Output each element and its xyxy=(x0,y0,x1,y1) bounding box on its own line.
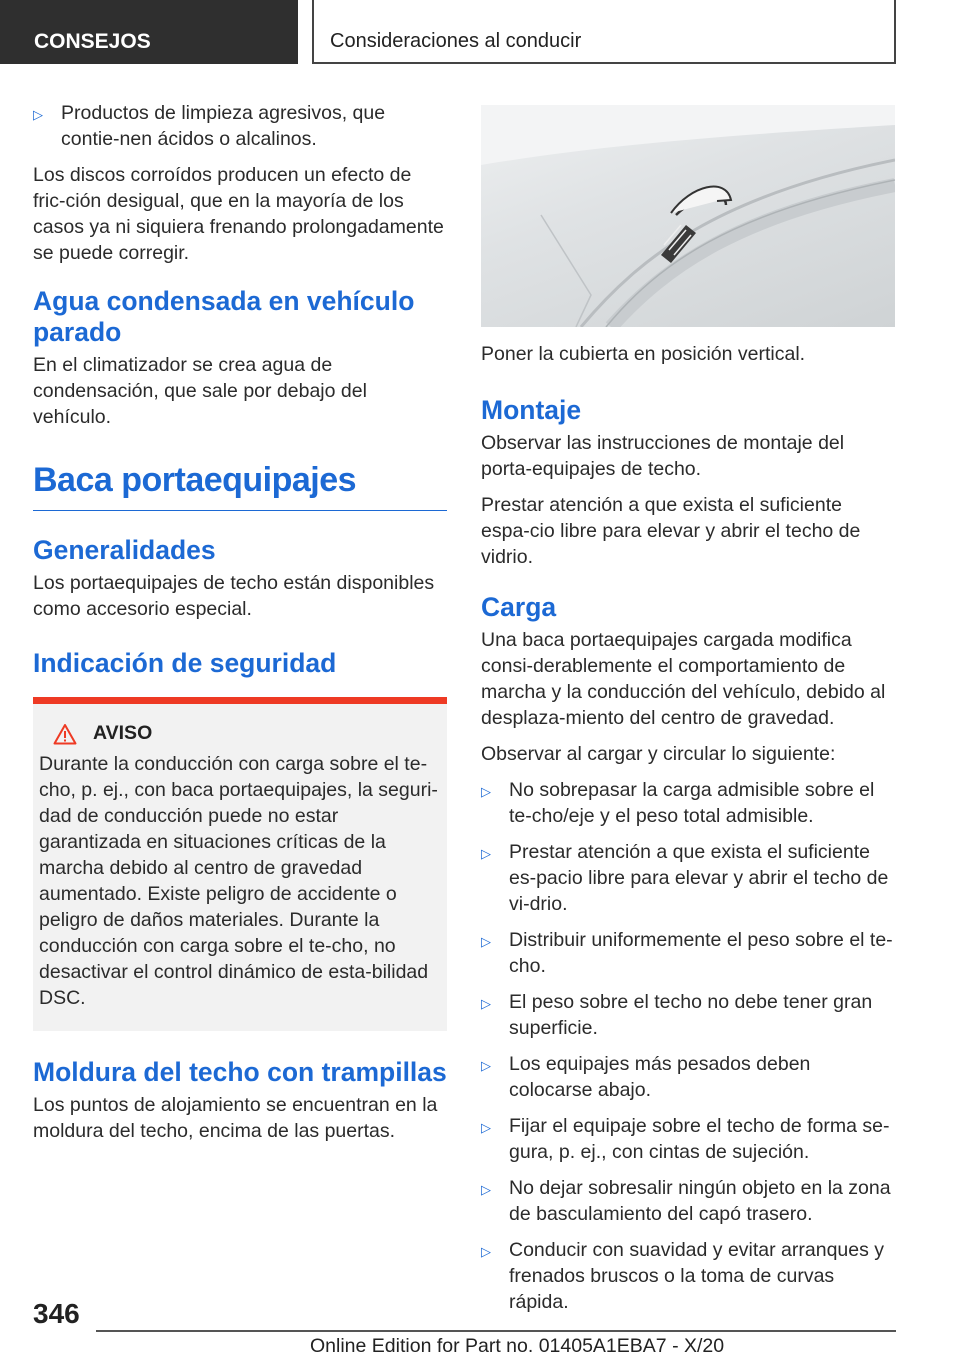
list-item: ▷ No dejar sobresalir ningún objeto en la zona de basculamiento del capó trasero. xyxy=(481,1177,891,1225)
carga-list xyxy=(481,777,895,1315)
list-item: ▷ Conducir con suavidad y evitar arranques y frenados bruscos o la toma de curvas rápida. xyxy=(481,1239,885,1313)
paragraph: En el climatizador se crea agua de condensación, que sale por debajo del vehículo. xyxy=(33,354,367,428)
warning-triangle-icon xyxy=(53,723,77,745)
triangle-bullet-icon: ▷ xyxy=(481,784,491,799)
list-item: ▷ No sobrepasar la carga admisible sobre el te-cho/eje y el peso total admisible. xyxy=(481,779,875,827)
list-item: ▷ Productos de limpieza agresivos, que contie-nen ácidos o alcalinos. xyxy=(33,102,386,150)
section-tab: CONSEJOS xyxy=(0,0,298,64)
list-item: ▷ El peso sobre el techo no debe tener gran superficie. xyxy=(481,991,873,1039)
photo-caption: Poner la cubierta en posición vertical. xyxy=(481,343,806,365)
triangle-bullet-icon: ▷ xyxy=(481,1120,491,1135)
paragraph: Los discos corroídos producen un efecto de fric-ción desigual, que en la mayoría de los casos ya ni siquiera frenando prolongadamente se puede corregir. xyxy=(33,164,444,264)
warning-title: AVISO xyxy=(53,722,441,745)
heading-baca: Baca portaequipajes xyxy=(33,460,447,511)
triangle-bullet-icon: ▷ xyxy=(481,996,491,1011)
list-item: ▷ Los equipajes más pesados deben colocarse abajo. xyxy=(481,1053,811,1101)
triangle-bullet-icon: ▷ xyxy=(33,107,43,122)
heading-agua: Agua condensada en vehículo parado xyxy=(33,286,415,347)
triangle-bullet-icon: ▷ xyxy=(481,1058,491,1073)
list-item: ▷ Prestar atención a que exista el suficiente es-pacio libre para elevar y abrir el techo de vi-drio. xyxy=(481,841,889,915)
left-column xyxy=(33,100,447,1154)
heading-generalidades: Generalidades xyxy=(33,535,216,565)
heading-moldura: Moldura del techo con trampillas xyxy=(33,1057,447,1087)
chapter-title: Consideraciones al conducir xyxy=(312,0,896,64)
paragraph: Los portaequipajes de techo están disponibles como accesorio especial. xyxy=(33,572,435,620)
paragraph: Los puntos de alojamiento se encuentran en la moldura del techo, encima de las puertas. xyxy=(33,1094,438,1142)
list-item: ▷ Fijar el equipaje sobre el techo de forma se-gura, p. ej., con cintas de sujeción. xyxy=(481,1115,890,1163)
list-item: ▷ Distribuir uniformemente el peso sobre el te-cho. xyxy=(481,929,893,977)
footer-edition: Online Edition for Part no. 01405A1EBA7 - X/20 xyxy=(310,1335,725,1357)
paragraph: Una baca portaequipajes cargada modifica consi-derablemente el comportamiento de marcha y la conducción del vehículo, debido al desplaza-miento del centro de gravedad. xyxy=(481,629,886,729)
warning-box xyxy=(33,697,447,1031)
triangle-bullet-icon: ▷ xyxy=(481,934,491,949)
triangle-bullet-icon: ▷ xyxy=(481,846,491,861)
heading-carga: Carga xyxy=(481,592,557,622)
paragraph: Prestar atención a que exista el suficiente espa-cio libre para elevar y abrir el techo de vidrio. xyxy=(481,494,861,568)
paragraph: Observar al cargar y circular lo siguiente: xyxy=(481,743,836,765)
triangle-bullet-icon: ▷ xyxy=(481,1244,491,1259)
footer-divider xyxy=(96,1330,896,1332)
warning-text: Durante la conducción con carga sobre el te-cho, p. ej., con baca portaequipajes, la seguri-dad de conducción puede no estar garantizada en situaciones críticas de la marcha debido al centro de gravedad aumentado. Existe peligro de accidente o peligro de daños materiales. Durante la conducción con carga sobre el te-cho, no desactivar el control dinámico de esta-bilidad DSC. xyxy=(39,753,438,1009)
heading-seguridad: Indicación de seguridad xyxy=(33,648,337,678)
page-number: 346 xyxy=(33,1298,80,1329)
heading-montaje: Montaje xyxy=(481,395,582,425)
paragraph: Observar las instrucciones de montaje del porta-equipajes de techo. xyxy=(481,432,845,480)
right-column xyxy=(481,100,895,1325)
roof-rail-cover-image xyxy=(481,105,895,327)
triangle-bullet-icon: ▷ xyxy=(481,1182,491,1197)
page-header xyxy=(0,0,960,66)
